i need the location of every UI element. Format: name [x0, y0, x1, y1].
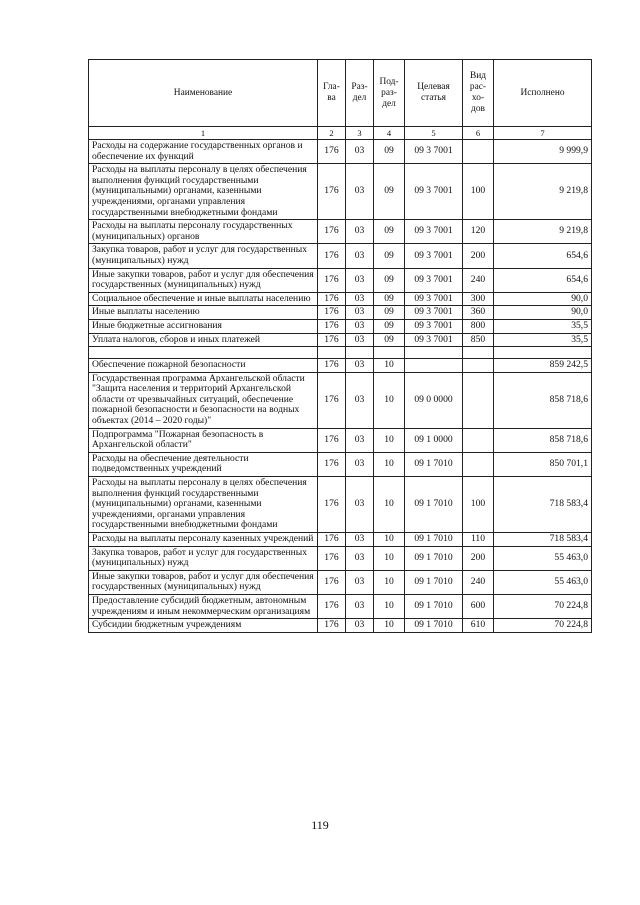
row-ispolneno: 35,5: [494, 319, 592, 333]
row-glava: 176: [318, 164, 346, 220]
row-name: Иные закупки товаров, работ и услуг для обеспечения государственных (муниципальных) нужд: [89, 570, 318, 594]
row-name: Подпрограмма "Пожарная безопасность в Архангельской области": [89, 428, 318, 452]
row-razdel: 03: [346, 359, 374, 373]
row-celevaya: 09 3 7001: [405, 333, 463, 347]
row-ispolneno: 90,0: [494, 292, 592, 306]
row-celevaya: 09 3 7001: [405, 306, 463, 320]
row-celevaya: 09 3 7001: [405, 292, 463, 306]
row-name: Расходы на обеспечение деятельности подведомственных учреждений: [89, 452, 318, 476]
row-podrazdel: 09: [374, 140, 405, 164]
row-podrazdel: 10: [374, 533, 405, 547]
table-row: [89, 292, 592, 306]
row-celevaya: 09 3 7001: [405, 244, 463, 268]
row-glava: 176: [318, 333, 346, 347]
row-name: Закупка товаров, работ и услуг для государственных (муниципальных) нужд: [89, 244, 318, 268]
row-name: Закупка товаров, работ и услуг для государственных (муниципальных) нужд: [89, 546, 318, 570]
table-row: [89, 533, 592, 547]
column-number: 2: [318, 127, 346, 140]
header-podrazdel: Под- раз- дел: [374, 60, 405, 127]
row-vid: 240: [463, 570, 494, 594]
row-celevaya: 09 1 7010: [405, 594, 463, 618]
row-podrazdel: 09: [374, 164, 405, 220]
row-name: Расходы на выплаты персоналу казенных учреждений: [89, 533, 318, 547]
row-razdel: 03: [346, 428, 374, 452]
row-celevaya: 09 3 7001: [405, 268, 463, 292]
table-header-row: [89, 60, 592, 127]
row-celevaya: 09 1 7010: [405, 477, 463, 533]
row-razdel: 03: [346, 619, 374, 633]
row-razdel: 03: [346, 244, 374, 268]
row-glava: 176: [318, 477, 346, 533]
row-podrazdel: 10: [374, 570, 405, 594]
row-podrazdel: 10: [374, 619, 405, 633]
row-razdel: 03: [346, 570, 374, 594]
table-row: [89, 333, 592, 347]
row-vid: 610: [463, 619, 494, 633]
row-ispolneno: 859 242,5: [494, 359, 592, 373]
row-podrazdel: 09: [374, 333, 405, 347]
row-ispolneno: 70 224,8: [494, 619, 592, 633]
table-row: [89, 140, 592, 164]
row-podrazdel: 10: [374, 359, 405, 373]
row-vid: 120: [463, 220, 494, 244]
row-vid: 240: [463, 268, 494, 292]
table-row: [89, 220, 592, 244]
table-row: [89, 244, 592, 268]
column-number: 7: [494, 127, 592, 140]
row-glava: 176: [318, 244, 346, 268]
row-podrazdel: 09: [374, 306, 405, 320]
page-number: 119: [311, 818, 329, 832]
row-vid: 100: [463, 164, 494, 220]
table-row: [89, 546, 592, 570]
row-podrazdel: 09: [374, 268, 405, 292]
row-glava: 176: [318, 452, 346, 476]
row-celevaya: 09 3 7001: [405, 164, 463, 220]
row-podrazdel: 09: [374, 244, 405, 268]
row-vid: [463, 428, 494, 452]
row-ispolneno: 858 718,6: [494, 428, 592, 452]
row-glava: 176: [318, 533, 346, 547]
table-row: [89, 306, 592, 320]
row-celevaya: 09 1 0000: [405, 428, 463, 452]
row-glava: 176: [318, 140, 346, 164]
table-row: [89, 452, 592, 476]
row-celevaya: 09 1 7010: [405, 570, 463, 594]
row-name: Субсидии бюджетным учреждениям: [89, 619, 318, 633]
header-vid: Вид рас- хо- дов: [463, 60, 494, 127]
row-razdel: 03: [346, 268, 374, 292]
row-celevaya: 09 3 7001: [405, 319, 463, 333]
row-podrazdel: 09: [374, 220, 405, 244]
column-number: 3: [346, 127, 374, 140]
row-ispolneno: 35,5: [494, 333, 592, 347]
empty-cell: [494, 347, 592, 359]
row-ispolneno: 850 701,1: [494, 452, 592, 476]
row-razdel: 03: [346, 533, 374, 547]
row-ispolneno: 858 718,6: [494, 372, 592, 428]
row-razdel: 03: [346, 477, 374, 533]
empty-cell: [318, 347, 346, 359]
row-razdel: 03: [346, 220, 374, 244]
row-ispolneno: 654,6: [494, 268, 592, 292]
row-razdel: 03: [346, 594, 374, 618]
row-ispolneno: 718 583,4: [494, 533, 592, 547]
budget-execution-table: [88, 59, 592, 633]
row-celevaya: 09 1 7010: [405, 452, 463, 476]
row-name: Иные выплаты населению: [89, 306, 318, 320]
row-glava: 176: [318, 546, 346, 570]
row-celevaya: [405, 359, 463, 373]
empty-cell: [463, 347, 494, 359]
row-celevaya: 09 3 7001: [405, 220, 463, 244]
row-glava: 176: [318, 306, 346, 320]
column-number: 5: [405, 127, 463, 140]
row-vid: 200: [463, 244, 494, 268]
table-row: [89, 319, 592, 333]
row-vid: 100: [463, 477, 494, 533]
table-body: [89, 140, 592, 633]
empty-cell: [405, 347, 463, 359]
row-ispolneno: 90,0: [494, 306, 592, 320]
row-name: Государственная программа Архангельской области "Защита населения и территорий Архангельской области от чрезвычайных ситуаций, обеспечение пожарной безопасности и безопасности на водных объектах (2014 – 2020 годы)": [89, 372, 318, 428]
row-razdel: 03: [346, 292, 374, 306]
row-vid: 110: [463, 533, 494, 547]
row-razdel: 03: [346, 306, 374, 320]
row-ispolneno: 55 463,0: [494, 546, 592, 570]
row-glava: 176: [318, 594, 346, 618]
row-podrazdel: 10: [374, 477, 405, 533]
header-ispolneno: Исполнено: [494, 60, 592, 127]
row-glava: 176: [318, 359, 346, 373]
row-vid: 360: [463, 306, 494, 320]
row-ispolneno: 654,6: [494, 244, 592, 268]
row-glava: 176: [318, 220, 346, 244]
row-ispolneno: 9 219,8: [494, 164, 592, 220]
row-ispolneno: 70 224,8: [494, 594, 592, 618]
row-vid: 300: [463, 292, 494, 306]
table-row: [89, 372, 592, 428]
row-glava: 176: [318, 319, 346, 333]
row-glava: 176: [318, 372, 346, 428]
row-razdel: 03: [346, 333, 374, 347]
row-razdel: 03: [346, 372, 374, 428]
header-razdel: Раз- дел: [346, 60, 374, 127]
row-vid: 850: [463, 333, 494, 347]
row-vid: [463, 359, 494, 373]
row-vid: 200: [463, 546, 494, 570]
row-name: Социальное обеспечение и иные выплаты населению: [89, 292, 318, 306]
column-number: 1: [89, 127, 318, 140]
table-row: [89, 428, 592, 452]
row-podrazdel: 10: [374, 594, 405, 618]
row-name: Расходы на выплаты персоналу в целях обеспечения выполнения функций государственными (муниципальными) органами, казенными учреждениями, органами управления государственными внебюджетными фондами: [89, 477, 318, 533]
row-podrazdel: 09: [374, 292, 405, 306]
row-glava: 176: [318, 268, 346, 292]
row-vid: 600: [463, 594, 494, 618]
row-podrazdel: 10: [374, 428, 405, 452]
row-celevaya: 09 1 7010: [405, 619, 463, 633]
table-row: [89, 619, 592, 633]
row-glava: 176: [318, 619, 346, 633]
table-row: [89, 164, 592, 220]
row-ispolneno: 718 583,4: [494, 477, 592, 533]
row-vid: [463, 140, 494, 164]
row-name: Уплата налогов, сборов и иных платежей: [89, 333, 318, 347]
row-name: Обеспечение пожарной безопасности: [89, 359, 318, 373]
row-celevaya: 09 1 7010: [405, 533, 463, 547]
table-row: [89, 477, 592, 533]
row-celevaya: 09 0 0000: [405, 372, 463, 428]
row-razdel: 03: [346, 452, 374, 476]
row-ispolneno: 55 463,0: [494, 570, 592, 594]
row-podrazdel: 10: [374, 372, 405, 428]
row-razdel: 03: [346, 319, 374, 333]
row-ispolneno: 9 999,9: [494, 140, 592, 164]
row-vid: [463, 452, 494, 476]
row-name: Предоставление субсидий бюджетным, автономным учреждениям и иным некоммерческим организациям: [89, 594, 318, 618]
row-name: Иные бюджетные ассигнования: [89, 319, 318, 333]
row-name: Расходы на выплаты персоналу государственных (муниципальных) органов: [89, 220, 318, 244]
empty-cell: [374, 347, 405, 359]
row-name: Расходы на содержание государственных органов и обеспечение их функций: [89, 140, 318, 164]
row-glava: 176: [318, 292, 346, 306]
row-celevaya: 09 1 7010: [405, 546, 463, 570]
row-podrazdel: 09: [374, 319, 405, 333]
row-razdel: 03: [346, 546, 374, 570]
row-ispolneno: 9 219,8: [494, 220, 592, 244]
header-name: Наименование: [89, 60, 318, 127]
table-row: [89, 359, 592, 373]
empty-cell: [89, 347, 318, 359]
table-row: [89, 570, 592, 594]
table-row: [89, 268, 592, 292]
row-razdel: 03: [346, 164, 374, 220]
row-celevaya: 09 3 7001: [405, 140, 463, 164]
column-number: 6: [463, 127, 494, 140]
row-name: Иные закупки товаров, работ и услуг для обеспечения государственных (муниципальных) нужд: [89, 268, 318, 292]
row-name: Расходы на выплаты персоналу в целях обеспечения выполнения функций государственными (муниципальными) органами, казенными учреждениями, органами управления государственными внебюджетными фондами: [89, 164, 318, 220]
row-vid: 800: [463, 319, 494, 333]
row-vid: [463, 372, 494, 428]
table-row: [89, 594, 592, 618]
empty-cell: [346, 347, 374, 359]
header-glava: Гла- ва: [318, 60, 346, 127]
spacer-row: [89, 347, 592, 359]
column-number: 4: [374, 127, 405, 140]
column-number-row: [89, 127, 592, 140]
row-podrazdel: 10: [374, 546, 405, 570]
row-razdel: 03: [346, 140, 374, 164]
row-glava: 176: [318, 428, 346, 452]
row-podrazdel: 10: [374, 452, 405, 476]
row-glava: 176: [318, 570, 346, 594]
header-celevaya: Целевая статья: [405, 60, 463, 127]
